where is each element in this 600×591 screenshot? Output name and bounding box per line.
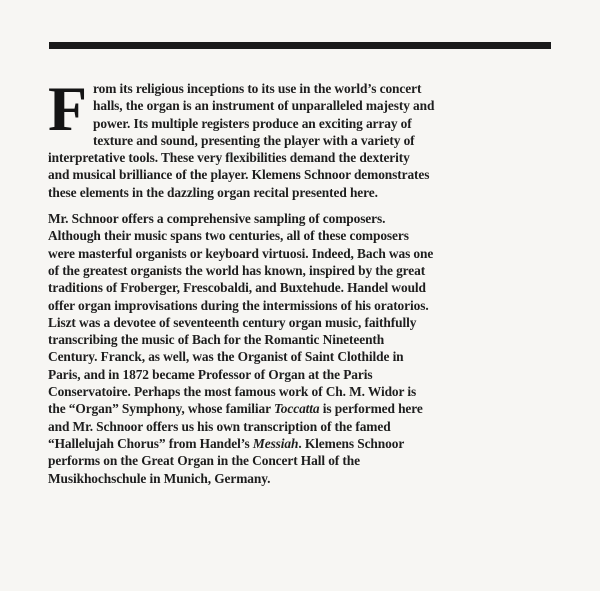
paragraph-intro (48, 73, 553, 201)
text-line: power. Its multiple registers produce an exciting array of (93, 115, 412, 131)
text-line: these elements in the dazzling organ recital presented here. (48, 184, 378, 200)
text-line: were masterful organists or keyboard virtuosi. Indeed, Bach was one (48, 245, 434, 261)
text-line: rom its religious inceptions to its use in the world’s concert (93, 81, 422, 96)
text-line: Musikhochschule in Munich, Germany. (48, 470, 271, 486)
text-segment: . Klemens Schnoor (298, 435, 405, 451)
text-line: Although their music spans two centuries, all of these composers (48, 228, 409, 244)
text-line: Century. Franck, as well, was the Organist of Saint Clothilde in (48, 349, 404, 365)
text-line: and Mr. Schnoor offers us his own transcription of the famed (48, 418, 391, 434)
text-line: offer organ improvisations during the intermissions of his oratorios. (48, 297, 429, 313)
text-line: Mr. Schnoor offers a comprehensive sampling of composers. (48, 211, 386, 227)
text-line (48, 400, 553, 417)
text-line: texture and sound, presenting the player with a variety of (93, 132, 415, 148)
top-rule (49, 42, 551, 49)
text-line: and musical brilliance of the player. Klemens Schnoor demonstrates (48, 167, 430, 183)
text-segment: the “Organ” Symphony, whose familiar (48, 401, 274, 417)
text-line: Liszt was a devotee of seventeenth century organ music, faithfully (48, 314, 417, 330)
drop-cap: F (48, 73, 87, 144)
text-segment: “Hallelujah Chorus” from Handel’s (48, 435, 253, 451)
paragraph-composers (48, 210, 553, 487)
text-segment: is performed here (319, 401, 423, 417)
work-title-toccatta: Toccatta (273, 401, 320, 417)
text-line: performs on the Great Organ in the Concert Hall of the (48, 453, 360, 469)
booklet-text (48, 73, 553, 487)
text-line: interpretative tools. These very flexibilities demand the dexterity (48, 150, 410, 166)
text-line: Conservatoire. Perhaps the most famous work of Ch. M. Widor is (48, 384, 417, 400)
text-line: of the greatest organists the world has known, inspired by the great (48, 262, 426, 278)
text-line: halls, the organ is an instrument of unparalleled majesty and (93, 98, 435, 114)
text-line: Paris, and in 1872 became Professor of Organ at the Paris (48, 366, 373, 382)
work-title-messiah: Messiah (252, 435, 299, 451)
text-line: transcribing the music of Bach for the Romantic Nineteenth (48, 332, 385, 348)
text-line: traditions of Froberger, Frescobaldi, and Buxtehude. Handel would (48, 280, 426, 296)
text-line (48, 435, 553, 452)
